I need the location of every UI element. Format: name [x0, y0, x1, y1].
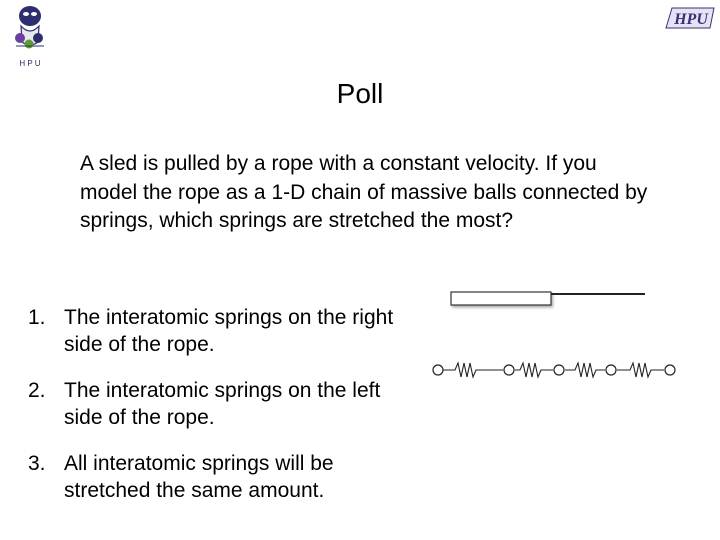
answer-number: 3.	[28, 452, 46, 475]
spring-2	[515, 363, 553, 377]
ball-3	[554, 365, 564, 375]
spring-1	[443, 363, 503, 377]
hpu-panther-mascot-icon	[4, 2, 56, 72]
hpu-wordmark-text: HPU	[674, 11, 708, 28]
spring-3	[565, 363, 605, 377]
answer-text: The interatomic springs on the left side of the rope.	[64, 379, 381, 429]
answer-number: 2.	[28, 379, 46, 402]
poll-question: A sled is pulled by a rope with a constant velocity. If you model the rope as a 1-D chain of massive balls connected by springs, which springs are stretched the most?	[80, 152, 648, 232]
answer-number: 1.	[28, 306, 46, 329]
hpu-panther-logo	[4, 2, 56, 72]
sled-rope-figure	[430, 282, 680, 392]
answer-option-1[interactable]	[28, 304, 408, 358]
answer-text: The interatomic springs on the right side of the rope.	[64, 306, 394, 356]
ball-1	[433, 365, 443, 375]
answer-list	[28, 304, 408, 523]
ball-4	[606, 365, 616, 375]
hpu-wordmark-icon	[664, 2, 718, 36]
ball-5	[665, 365, 675, 375]
answer-text: All interatomic springs will be stretched the same amount.	[64, 452, 334, 502]
hpu-wordmark-logo	[664, 2, 718, 36]
ball-spring-chain-icon	[433, 363, 675, 377]
answer-option-3[interactable]	[28, 450, 408, 504]
hpu-logo-text: H P U	[19, 59, 41, 68]
answer-option-2[interactable]	[28, 377, 408, 431]
ball-2	[504, 365, 514, 375]
slide-title: Poll	[336, 78, 384, 109]
spring-4	[617, 363, 664, 377]
sled-rectangle-icon	[451, 292, 551, 305]
